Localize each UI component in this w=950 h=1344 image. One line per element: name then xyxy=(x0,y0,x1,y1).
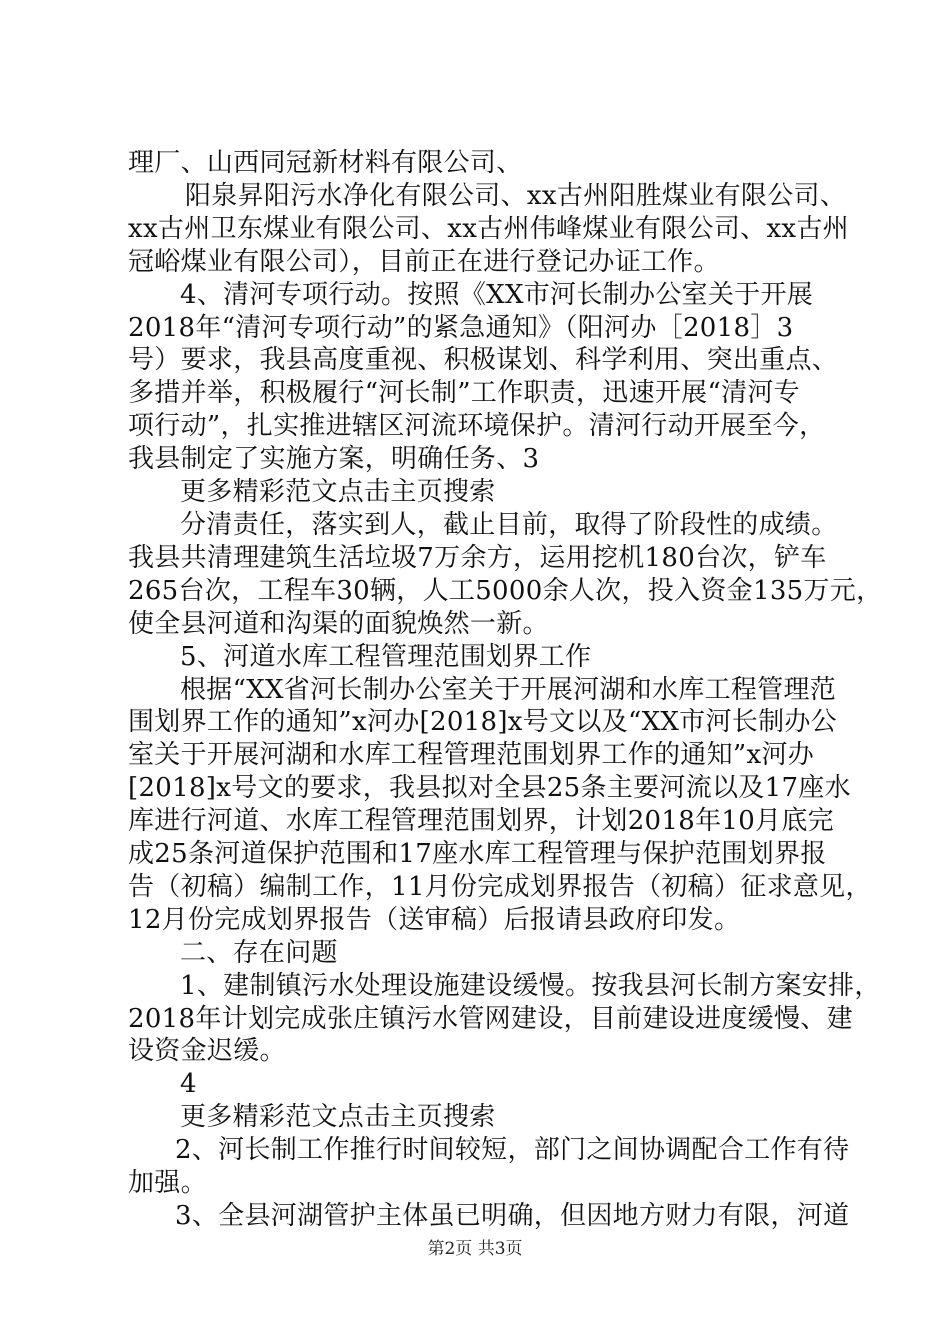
text-line: xx古州卫东煤业有限公司、xx古州伟峰煤业有限公司、xx古州 xyxy=(128,213,849,244)
text-line: 我县制定了实施方案，明确任务、3 xyxy=(128,444,540,475)
section-heading: 二、存在问题 xyxy=(180,937,338,968)
text-line: 设资金迟缓。 xyxy=(128,1036,286,1067)
text-line: 告（初稿）编制工作，11月份完成划界报告（初稿）征求意见， xyxy=(128,871,872,902)
text-line: 根据“XX省河长制办公室关于开展河湖和水库工程管理范 xyxy=(180,674,837,705)
text-line: 理厂、山西同冠新材料有限公司、 xyxy=(128,148,523,178)
text-line: 成25条河道保护范围和17座水库工程管理与保护范围划界报 xyxy=(128,839,827,870)
text-line: 5、河道水库工程管理范围划界工作 xyxy=(180,641,592,672)
text-line: 多措并举，积极履行“河长制”工作职责，迅速开展“清河专 xyxy=(128,378,800,409)
text-line: 冠峪煤业有限公司），目前正在进行登记办证工作。 xyxy=(128,246,720,277)
text-line: 2、河长制工作推行时间较短，部门之间协调配合工作有待 xyxy=(175,1135,850,1166)
text-line: 4、清河专项行动。按照《XX市河长制办公室关于开展 xyxy=(180,279,814,310)
text-line: 加强。 xyxy=(128,1168,207,1199)
text-line: 库进行河道、水库工程管理范围划界，计划2018年10月底完 xyxy=(128,806,834,837)
text-line: 3、全县河湖管护主体虽已明确，但因地方财力有限，河道 xyxy=(175,1201,850,1231)
text-line: 更多精彩范文点击主页搜索 xyxy=(180,1102,496,1133)
page-number-inline: 4 xyxy=(180,1069,197,1100)
text-line: 使全县河道和沟渠的面貌焕然一新。 xyxy=(128,608,549,639)
text-line: 分清责任，落实到人，截止目前，取得了阶段性的成绩。 xyxy=(180,509,838,540)
text-line: [2018]x号文的要求，我县拟对全县25条主要河流以及17座水 xyxy=(128,773,851,804)
text-line: 12月份完成划界报告（送审稿）后报请县政府印发。 xyxy=(128,904,741,935)
text-line: 2018年计划完成张庄镇污水管网建设，目前建设进度缓慢、建 xyxy=(128,1003,853,1034)
text-line: 2018年“清河专项行动”的紧急通知》（阳河办［2018］3 xyxy=(128,312,794,343)
text-line: 1、建制镇污水处理设施建设缓慢。按我县河长制方案安排， xyxy=(180,970,881,1001)
text-line: 265台次，工程车30辆，人工5000余人次，投入资金135万元， xyxy=(128,575,883,606)
text-line: 项行动”，扎实推进辖区河流环境保护。清河行动开展至今， xyxy=(128,411,826,442)
text-line: 号）要求，我县高度重视、积极谋划、科学利用、突出重点、 xyxy=(128,345,839,376)
page-footer: 第2页 共3页 xyxy=(427,1239,523,1259)
text-line: 室关于开展河湖和水库工程管理范围划界工作的通知”x河办 xyxy=(128,740,815,771)
text-line: 我县共清理建筑生活垃圾7万余方，运用挖机180台次，铲车 xyxy=(128,542,827,573)
text-line: 阳泉昇阳污水净化有限公司、xx古州阳胜煤业有限公司、 xyxy=(185,180,847,211)
text-line: 围划界工作的通知”x河办[2018]x号文以及“XX市河长制办公 xyxy=(128,707,837,738)
text-line: 更多精彩范文点击主页搜索 xyxy=(180,477,496,508)
